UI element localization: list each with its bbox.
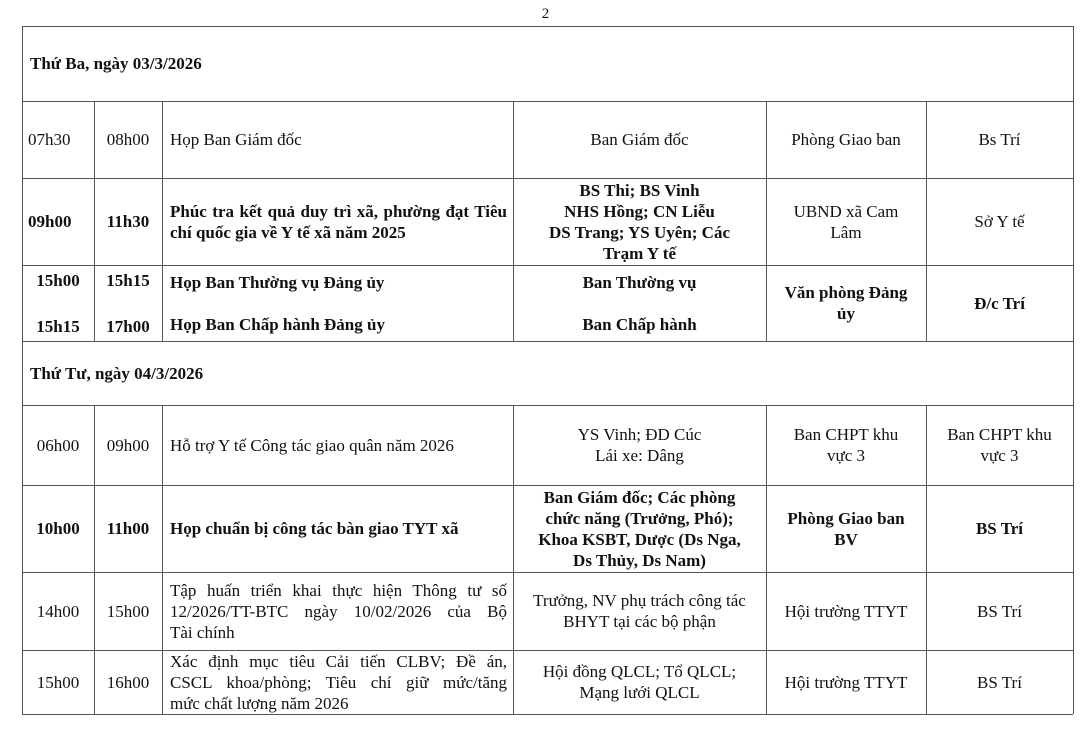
chair: Đ/c Trí [974,293,1025,313]
participants [513,485,766,572]
location-line: vực 3 [826,446,865,465]
participants-line: Khoa KSBT, Dược (Ds Nga, [538,529,741,549]
participants-line: Hội đồng QLCL; Tổ QLCL; [542,662,737,681]
participants-line: Ds Thủy, Ds Nam) [573,550,706,570]
event-content [162,572,513,650]
participants-line: BHYT tại các bộ phận [563,612,716,631]
location: Hội trường TTYT [784,601,908,621]
participants-line: NHS Hồng; CN Liễu [564,201,715,221]
start-time: 15h00 [36,270,80,290]
location: Hội trường TTYT [784,672,908,692]
participants [513,650,766,714]
chair: BS Trí [975,519,1024,538]
location-line: Ban CHPT khu [793,425,899,444]
start-time: 15h15 [36,316,80,336]
event-content: Họp Ban Thường vụ Đảng ủy [170,272,385,292]
chair [926,405,1073,485]
start-time: 07h30 [28,130,71,149]
participants-line: chức năng (Trưởng, Phó); [545,508,734,528]
participants: Ban Chấp hành [582,314,697,334]
chair: Bs Trí [978,130,1021,149]
location: Phòng Giao ban [791,130,901,149]
start-time: 10h00 [36,519,80,538]
participants: Ban Thường vụ [582,272,697,292]
start-time: 15h00 [36,672,80,692]
location [766,178,926,265]
event-content [162,650,513,714]
location-line: Lâm [830,222,862,242]
chair: Sở Y tế [974,212,1025,231]
location-line: Phòng Giao ban [787,508,905,528]
table-border [22,714,1073,715]
location [766,265,926,341]
participants [513,572,766,650]
event-content: Họp Ban Chấp hành Đảng ủy [170,314,385,334]
location-line: Văn phòng Đảng [784,283,908,302]
participants-line: BS Thi; BS Vinh [579,180,700,200]
participants [513,405,766,485]
start-time: 09h00 [28,212,72,231]
participants [513,178,766,265]
page-number: 2 [541,6,550,22]
day-header: Thứ Tư, ngày 04/3/2026 [30,363,204,383]
schedule-table [22,26,1073,714]
start-time: 14h00 [36,601,80,621]
end-time: 11h00 [106,519,150,538]
event-content-line: Tài chính [170,622,235,642]
end-time: 11h30 [106,212,150,231]
participants-line: Trưởng, NV phụ trách công tác [533,591,746,610]
event-content: Hỗ trợ Y tế Công tác giao quân năm 2026 [170,435,454,455]
event-content-line: CSCL khoa/phòng; Tiêu chí giữ mức/tăng [170,672,507,692]
participants-line: Trạm Y tế [602,243,676,263]
event-content-line: Tập huấn triển khai thực hiện Thông tư số [170,580,507,600]
event-content-wrap [162,178,513,265]
location [766,405,926,485]
event-content: Họp chuẩn bị công tác bàn giao TYT xã [170,519,459,538]
participants-line: DS Trang; YS Uyên; Các [548,222,731,242]
participants-line: Mạng lưới QLCL [579,683,700,702]
chair-line: vực 3 [980,446,1019,465]
chair-line: Ban CHPT khu [947,425,1052,444]
end-time: 09h00 [106,435,150,455]
location-line: ủy [837,304,855,323]
table-border [1073,26,1074,714]
end-time: 15h00 [106,601,150,621]
participants-line: Lái xe: Dâng [595,446,684,465]
event-content-line: mức chất lượng năm 2026 [170,693,349,713]
end-time: 15h15 [106,270,150,290]
event-content: Họp Ban Giám đốc [170,130,302,149]
chair: BS Trí [977,601,1022,621]
event-content-line: Xác định mục tiêu Cải tiến CLBV; Đề án, [170,651,507,671]
participants: Ban Giám đốc [590,130,689,149]
end-time: 16h00 [106,672,150,692]
participants-line: Ban Giám đốc; Các phòng [543,487,736,507]
location-line: BV [834,529,858,549]
event-content: Phúc tra kết quả duy trì xã, phường đạt Tiêu chí quốc gia về Y tế xã năm 2025 [170,201,507,242]
location-line: UBND xã Cam [793,201,899,221]
chair: BS Trí [977,672,1022,692]
participants-line: YS Vinh; ĐD Cúc [577,425,702,444]
start-time: 06h00 [36,435,80,455]
location [766,485,926,572]
event-content-line: 12/2026/TT-BTC ngày 10/02/2026 của Bộ [170,601,507,621]
day-header: Thứ Ba, ngày 03/3/2026 [30,54,202,73]
end-time: 08h00 [106,130,150,149]
end-time: 17h00 [106,316,150,336]
